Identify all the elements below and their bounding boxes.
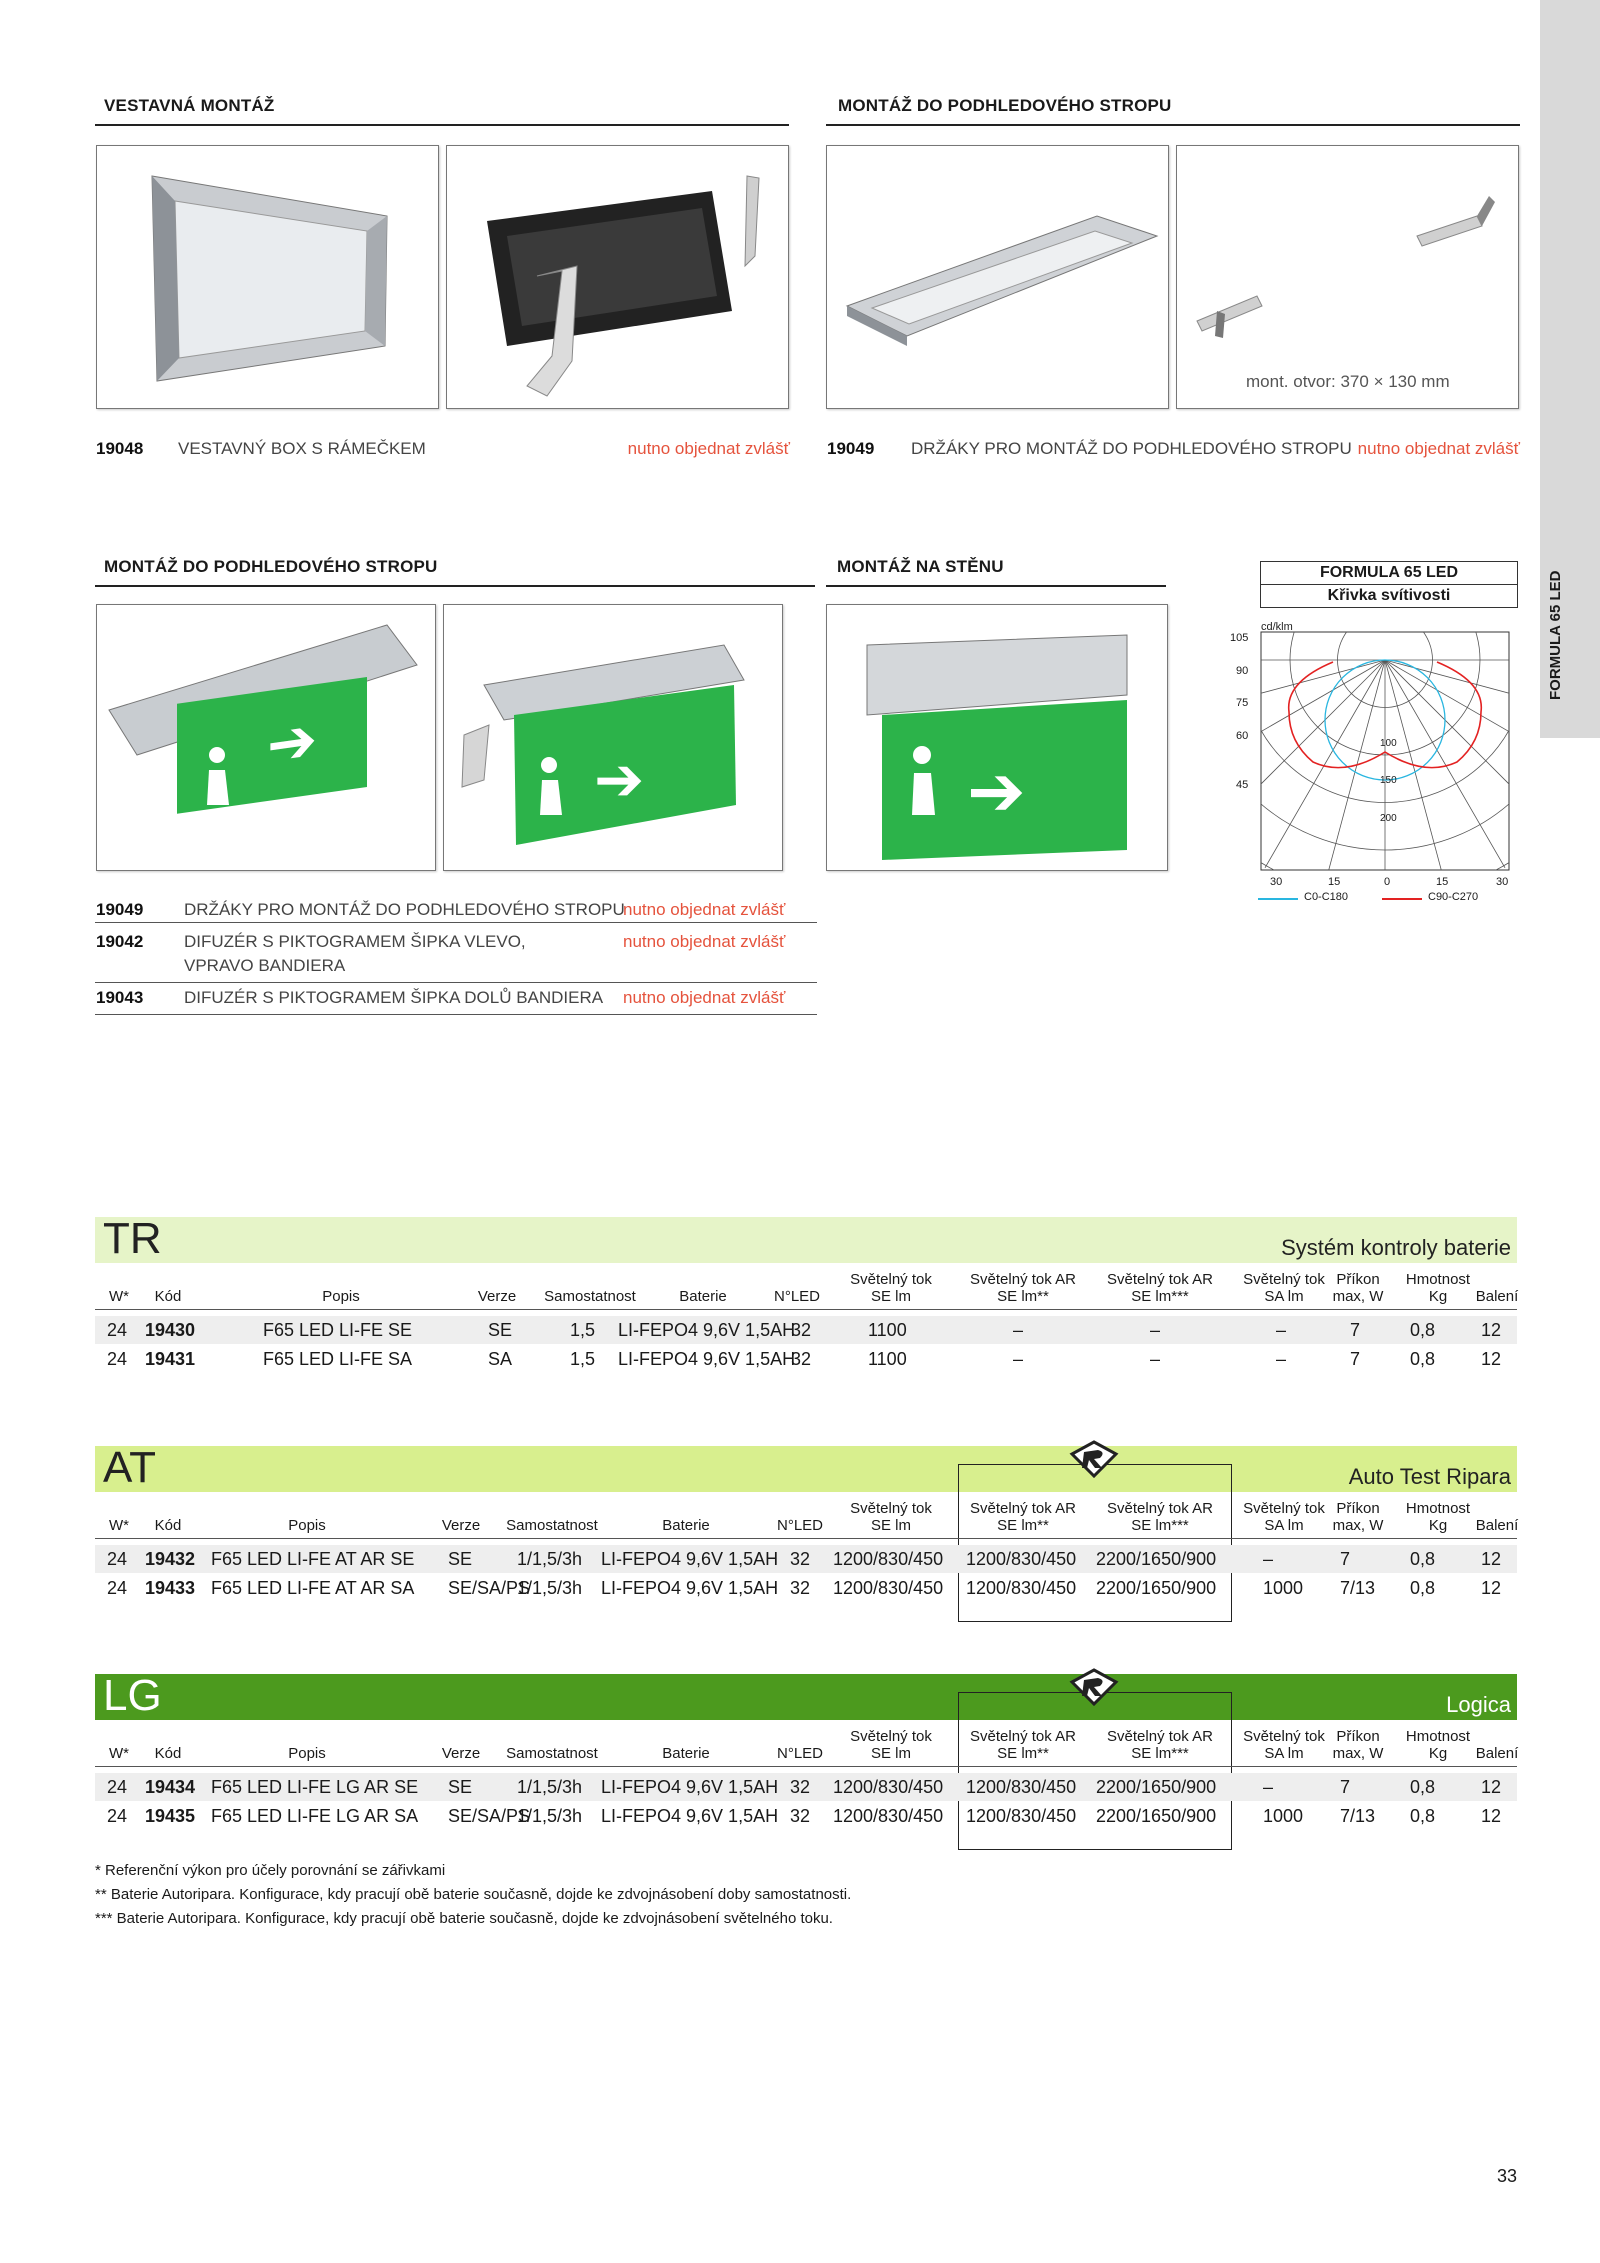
column-header: SE lm*** (1131, 1745, 1189, 1762)
table-code: LG (103, 1671, 162, 1720)
column-header: Příkon (1336, 1728, 1380, 1745)
table-cell-ar3: – (1150, 1349, 1161, 1369)
column-header: max, W (1332, 1745, 1384, 1762)
table-cell-kg: 0,8 (1410, 1320, 1436, 1340)
table-cell-w: 24 (107, 1806, 128, 1826)
column-header: W* (109, 1745, 129, 1762)
table-cell-verze: SE/SA/PS (448, 1578, 531, 1598)
column-header: Světelný tok (1243, 1271, 1325, 1288)
column-header: SE lm** (997, 1288, 1049, 1305)
table-cell-baleni: 12 (1481, 1777, 1502, 1797)
table-cell-ar: – (1013, 1320, 1024, 1340)
photo-ceiling-exit-sign (96, 604, 436, 871)
column-header: Popis (288, 1517, 326, 1534)
table-cell-kod: 19431 (145, 1349, 196, 1369)
table-cell-w: 24 (107, 1320, 128, 1340)
accessory-code: 19049 (827, 439, 875, 458)
table-cell-popis: F65 LED LI-FE LG AR SE (211, 1777, 419, 1797)
table-cell-baterie: LI-FEPO4 9,6V 1,5AH (618, 1349, 796, 1369)
table-band-at (95, 1443, 1517, 1492)
footnote: ** Baterie Autoripara. Konfigurace, kdy pracují obě baterie současně, dojde ke zdvojnásobení doby samostatnosti. (95, 1886, 852, 1903)
table-cell-popis: F65 LED LI-FE AT AR SA (211, 1578, 415, 1598)
column-header: Popis (322, 1288, 360, 1305)
svg-text:➔: ➔ (967, 750, 1026, 832)
order-separately-note: nutno objednat zvlášť (1357, 439, 1520, 458)
table-cell-verze: SE (488, 1320, 513, 1340)
table-cell-nled: 32 (790, 1578, 811, 1598)
table-cell-se: 1200/830/450 (833, 1777, 944, 1797)
column-header: W* (109, 1517, 129, 1534)
table-cell-sa: – (1276, 1320, 1287, 1340)
table-cell-sa: 1000 (1263, 1578, 1304, 1598)
column-header: Balení (1475, 1745, 1519, 1762)
mounting-hole-caption: mont. otvor: 370 × 130 mm (1246, 372, 1450, 391)
angle-label: 30 (1496, 876, 1509, 888)
column-header: Světelný tok AR (970, 1500, 1076, 1517)
accessory-code: 19048 (96, 439, 144, 458)
table-cell-baleni: 12 (1481, 1806, 1502, 1826)
page-number: 33 (1497, 2166, 1518, 2186)
table-cell-baterie: LI-FEPO4 9,6V 1,5AH (601, 1578, 779, 1598)
table-cell-baterie: LI-FEPO4 9,6V 1,5AH (601, 1777, 779, 1797)
table-cell-w: 24 (107, 1349, 128, 1369)
section-title-built-in: VESTAVNÁ MONTÁŽ (104, 96, 275, 115)
table-cell-ar: 1200/830/450 (966, 1578, 1077, 1598)
column-header: Světelný tok (1243, 1728, 1325, 1745)
accessory-code: 19049 (96, 900, 144, 919)
radial-label: 100 (1380, 738, 1397, 749)
footnote: * Referenční výkon pro účely porovnání se zářivkami (95, 1862, 446, 1879)
column-header: Světelný tok AR (970, 1728, 1076, 1745)
table-cell-kg: 0,8 (1410, 1349, 1436, 1369)
row-divider (95, 922, 817, 923)
row-divider (95, 1014, 817, 1015)
table-cell-w: 24 (107, 1578, 128, 1598)
table-cell-prikon: 7 (1340, 1549, 1351, 1569)
legend-label-c90: C90-C270 (1428, 891, 1479, 903)
table-cell-ar3: 2200/1650/900 (1096, 1777, 1217, 1797)
table-code: AT (103, 1443, 156, 1492)
column-header: Hmotnost (1405, 1500, 1471, 1517)
column-header: SE lm (870, 1288, 911, 1305)
column-header: Světelný tok (850, 1500, 932, 1517)
table-system-name: Auto Test Ripara (1348, 1464, 1511, 1489)
table-code: TR (103, 1214, 162, 1263)
table-cell-popis: F65 LED LI-FE LG AR SA (211, 1806, 419, 1826)
accessory-row (827, 439, 1520, 461)
column-header: N°LED (776, 1517, 823, 1534)
table-cell-nled: 32 (790, 1806, 811, 1826)
table-system-name: Logica (1446, 1692, 1511, 1717)
column-header: Kg (1428, 1288, 1448, 1305)
column-header: N°LED (773, 1288, 820, 1305)
table-cell-prikon: 7/13 (1340, 1806, 1376, 1826)
accessory-row (96, 439, 790, 461)
column-header: Baterie (679, 1288, 727, 1305)
column-header: SE lm** (997, 1517, 1049, 1534)
ripara-logo-icon (1068, 1438, 1120, 1478)
header-rule (95, 1766, 1517, 1767)
angle-label: 45 (1236, 779, 1249, 791)
column-header: Baterie (662, 1745, 710, 1762)
table-cell-samostatnost: 1/1,5/3h (517, 1777, 583, 1797)
table-cell-verze: SE (448, 1777, 473, 1797)
accessory-code: 19043 (96, 988, 144, 1007)
accessory-description-line2: VPRAVO BANDIERA (184, 956, 346, 975)
section-title-ceiling-2: MONTÁŽ DO PODHLEDOVÉHO STROPU (104, 557, 438, 576)
column-header: SE lm (870, 1745, 911, 1762)
order-separately-note: nutno objednat zvlášť (623, 988, 786, 1007)
accessory-row (96, 988, 816, 1010)
angle-label: 30 (1270, 876, 1283, 888)
column-header: SA lm (1264, 1517, 1304, 1534)
column-header: Verze (441, 1745, 481, 1762)
column-header: Samostatnost (544, 1288, 636, 1305)
angle-label: 105 (1230, 632, 1249, 644)
table-cell-popis: F65 LED LI-FE SA (263, 1349, 413, 1369)
table-band-lg (95, 1671, 1517, 1720)
photo-ceiling-luminaire (826, 145, 1169, 409)
column-header: Verze (477, 1288, 517, 1305)
table-cell-kod: 19430 (145, 1320, 196, 1340)
table-band-tr (95, 1214, 1517, 1263)
accessory-row (96, 900, 816, 922)
legend-swatch-c90 (1382, 898, 1422, 900)
angle-label: 0 (1384, 876, 1391, 888)
table-cell-kod: 19435 (145, 1806, 196, 1826)
radial-label: 200 (1380, 813, 1397, 824)
column-header: N°LED (776, 1745, 823, 1762)
table-cell-kg: 0,8 (1410, 1806, 1436, 1826)
table-cell-kg: 0,8 (1410, 1777, 1436, 1797)
legend-label-c0: C0-C180 (1304, 891, 1349, 903)
footnote: *** Baterie Autoripara. Konfigurace, kdy pracují obě baterie současně, dojde ke zdvojnásobení světelného toku. (95, 1910, 833, 1927)
column-header: SA lm (1264, 1745, 1304, 1762)
table-cell-ar3: 2200/1650/900 (1096, 1549, 1217, 1569)
column-header: SE lm*** (1131, 1288, 1189, 1305)
chart-unit-label: cd/klm (1261, 621, 1293, 633)
column-header: W* (109, 1288, 129, 1305)
svg-text:➔: ➔ (594, 745, 645, 815)
table-cell-w: 24 (107, 1777, 128, 1797)
accessory-description: DIFUZÉR S PIKTOGRAMEM ŠIPKA DOLŮ BANDIERA (184, 988, 604, 1007)
section-title-ceiling: MONTÁŽ DO PODHLEDOVÉHO STROPU (838, 96, 1172, 115)
column-header: Příkon (1336, 1500, 1380, 1517)
column-header: Kód (154, 1288, 182, 1305)
column-header: Světelný tok AR (1107, 1271, 1213, 1288)
table-cell-se: 1200/830/450 (833, 1578, 944, 1598)
table-cell-samostatnost: 1/1,5/3h (517, 1578, 583, 1598)
table-cell-samostatnost: 1,5 (570, 1320, 596, 1340)
accessory-description: DRŽÁKY PRO MONTÁŽ DO PODHLEDOVÉHO STROPU (184, 900, 625, 919)
table-cell-samostatnost: 1/1,5/3h (517, 1806, 583, 1826)
accessory-description: DRŽÁKY PRO MONTÁŽ DO PODHLEDOVÉHO STROPU (911, 439, 1352, 458)
column-header: Světelný tok (850, 1728, 932, 1745)
section-title-wall: MONTÁŽ NA STĚNU (837, 557, 1004, 576)
section-rule (826, 585, 1166, 587)
row-divider (95, 982, 817, 983)
table-system-name: Systém kontroly baterie (1281, 1235, 1511, 1260)
column-header: Kód (154, 1517, 182, 1534)
svg-text:➔: ➔ (267, 704, 318, 782)
table-cell-sa: 1000 (1263, 1806, 1304, 1826)
column-header: SA lm (1264, 1288, 1304, 1305)
accessory-description: VESTAVNÝ BOX S RÁMEČKEM (178, 439, 426, 458)
accessory-description: DIFUZÉR S PIKTOGRAMEM ŠIPKA VLEVO, (184, 932, 526, 951)
table-cell-verze: SE (448, 1549, 473, 1569)
table-cell-popis: F65 LED LI-FE AT AR SE (211, 1549, 415, 1569)
table-cell-ar3: 2200/1650/900 (1096, 1578, 1217, 1598)
table-cell-kod: 19433 (145, 1578, 196, 1598)
table-cell-se: 1100 (868, 1349, 907, 1369)
table-cell-se: 1200/830/450 (833, 1806, 944, 1826)
table-cell-kod: 19432 (145, 1549, 196, 1569)
table-cell-prikon: 7/13 (1340, 1578, 1376, 1598)
table-cell-baterie: LI-FEPO4 9,6V 1,5AH (618, 1320, 796, 1340)
angle-label: 15 (1436, 876, 1449, 888)
table-cell-nled: 32 (790, 1549, 811, 1569)
table-cell-samostatnost: 1/1,5/3h (517, 1549, 583, 1569)
column-header: max, W (1332, 1288, 1384, 1305)
table-cell-baleni: 12 (1481, 1549, 1502, 1569)
table-cell-sa: – (1263, 1549, 1274, 1569)
column-header: Kg (1428, 1745, 1448, 1762)
table-cell-popis: F65 LED LI-FE SE (263, 1320, 413, 1340)
chart-title: FORMULA 65 LED (1260, 561, 1518, 585)
column-header: Baterie (662, 1517, 710, 1534)
column-header: Světelný tok AR (970, 1271, 1076, 1288)
order-separately-note: nutno objednat zvlášť (623, 932, 786, 951)
table-cell-verze: SA (488, 1349, 513, 1369)
column-header: Světelný tok AR (1107, 1500, 1213, 1517)
photo-builtin-box-frame (446, 145, 789, 409)
column-header: Příkon (1336, 1271, 1380, 1288)
angle-label: 60 (1236, 730, 1249, 742)
table-cell-nled: 32 (790, 1777, 811, 1797)
angle-label: 15 (1328, 876, 1341, 888)
table-cell-se: 1100 (868, 1320, 907, 1340)
table-cell-sa: – (1276, 1349, 1287, 1369)
table-cell-nled: 32 (791, 1349, 812, 1369)
order-separately-note: nutno objednat zvlášť (623, 900, 786, 919)
table-cell-kg: 0,8 (1410, 1549, 1436, 1569)
table-cell-kg: 0,8 (1410, 1578, 1436, 1598)
table-cell-baleni: 12 (1481, 1349, 1502, 1369)
radial-label: 150 (1380, 775, 1397, 786)
column-header: SE lm (870, 1517, 911, 1534)
column-header: Světelný tok (1243, 1500, 1325, 1517)
photo-wall-exit-sign (826, 604, 1168, 871)
side-tab-label: FORMULA 65 LED (1547, 570, 1564, 700)
column-header: Hmotnost (1405, 1728, 1471, 1745)
table-cell-sa: – (1263, 1777, 1274, 1797)
table-cell-nled: 32 (791, 1320, 812, 1340)
luminous-intensity-chart (1225, 612, 1525, 902)
section-rule (95, 585, 815, 587)
column-header: Hmotnost (1405, 1271, 1471, 1288)
header-rule (95, 1309, 1517, 1310)
column-header: SE lm*** (1131, 1517, 1189, 1534)
table-cell-ar3: – (1150, 1320, 1161, 1340)
column-header: Verze (441, 1517, 481, 1534)
photo-ceiling-brackets (1176, 145, 1519, 409)
column-header: Samostatnost (506, 1517, 598, 1534)
table-cell-se: 1200/830/450 (833, 1549, 944, 1569)
angle-label: 75 (1236, 697, 1249, 709)
header-rule (95, 1538, 1517, 1539)
column-header: Kg (1428, 1517, 1448, 1534)
table-cell-prikon: 7 (1350, 1349, 1361, 1369)
column-header: max, W (1332, 1517, 1384, 1534)
table-cell-prikon: 7 (1350, 1320, 1361, 1340)
photo-ceiling-exit-sign-brackets (443, 604, 783, 871)
section-rule (95, 124, 789, 126)
accessory-code: 19042 (96, 932, 144, 951)
column-header: Balení (1475, 1288, 1519, 1305)
table-cell-ar: 1200/830/450 (966, 1549, 1077, 1569)
column-header: Světelný tok AR (1107, 1728, 1213, 1745)
table-cell-prikon: 7 (1340, 1777, 1351, 1797)
table-cell-ar: 1200/830/450 (966, 1777, 1077, 1797)
angle-label: 90 (1236, 665, 1249, 677)
photo-builtin-box-luminaire (96, 145, 439, 409)
table-cell-baleni: 12 (1481, 1578, 1502, 1598)
table-cell-baleni: 12 (1481, 1320, 1502, 1340)
column-header: Popis (288, 1745, 326, 1762)
column-header: Světelný tok (850, 1271, 932, 1288)
table-cell-ar: 1200/830/450 (966, 1806, 1077, 1826)
accessory-row (96, 932, 816, 976)
table-cell-baterie: LI-FEPO4 9,6V 1,5AH (601, 1549, 779, 1569)
table-cell-w: 24 (107, 1549, 128, 1569)
table-cell-samostatnost: 1,5 (570, 1349, 596, 1369)
order-separately-note: nutno objednat zvlášť (627, 439, 790, 458)
chart-subtitle: Křivka svítivosti (1260, 584, 1518, 608)
column-header: Kód (154, 1745, 182, 1762)
table-cell-ar: – (1013, 1349, 1024, 1369)
column-header: Balení (1475, 1517, 1519, 1534)
legend-swatch-c0 (1258, 898, 1298, 900)
ripara-logo-icon (1068, 1666, 1120, 1706)
column-header: SE lm** (997, 1745, 1049, 1762)
section-rule (826, 124, 1520, 126)
column-header: Samostatnost (506, 1745, 598, 1762)
table-cell-baterie: LI-FEPO4 9,6V 1,5AH (601, 1806, 779, 1826)
table-cell-kod: 19434 (145, 1777, 196, 1797)
table-cell-ar3: 2200/1650/900 (1096, 1806, 1217, 1826)
table-cell-verze: SE/SA/PS (448, 1806, 531, 1826)
